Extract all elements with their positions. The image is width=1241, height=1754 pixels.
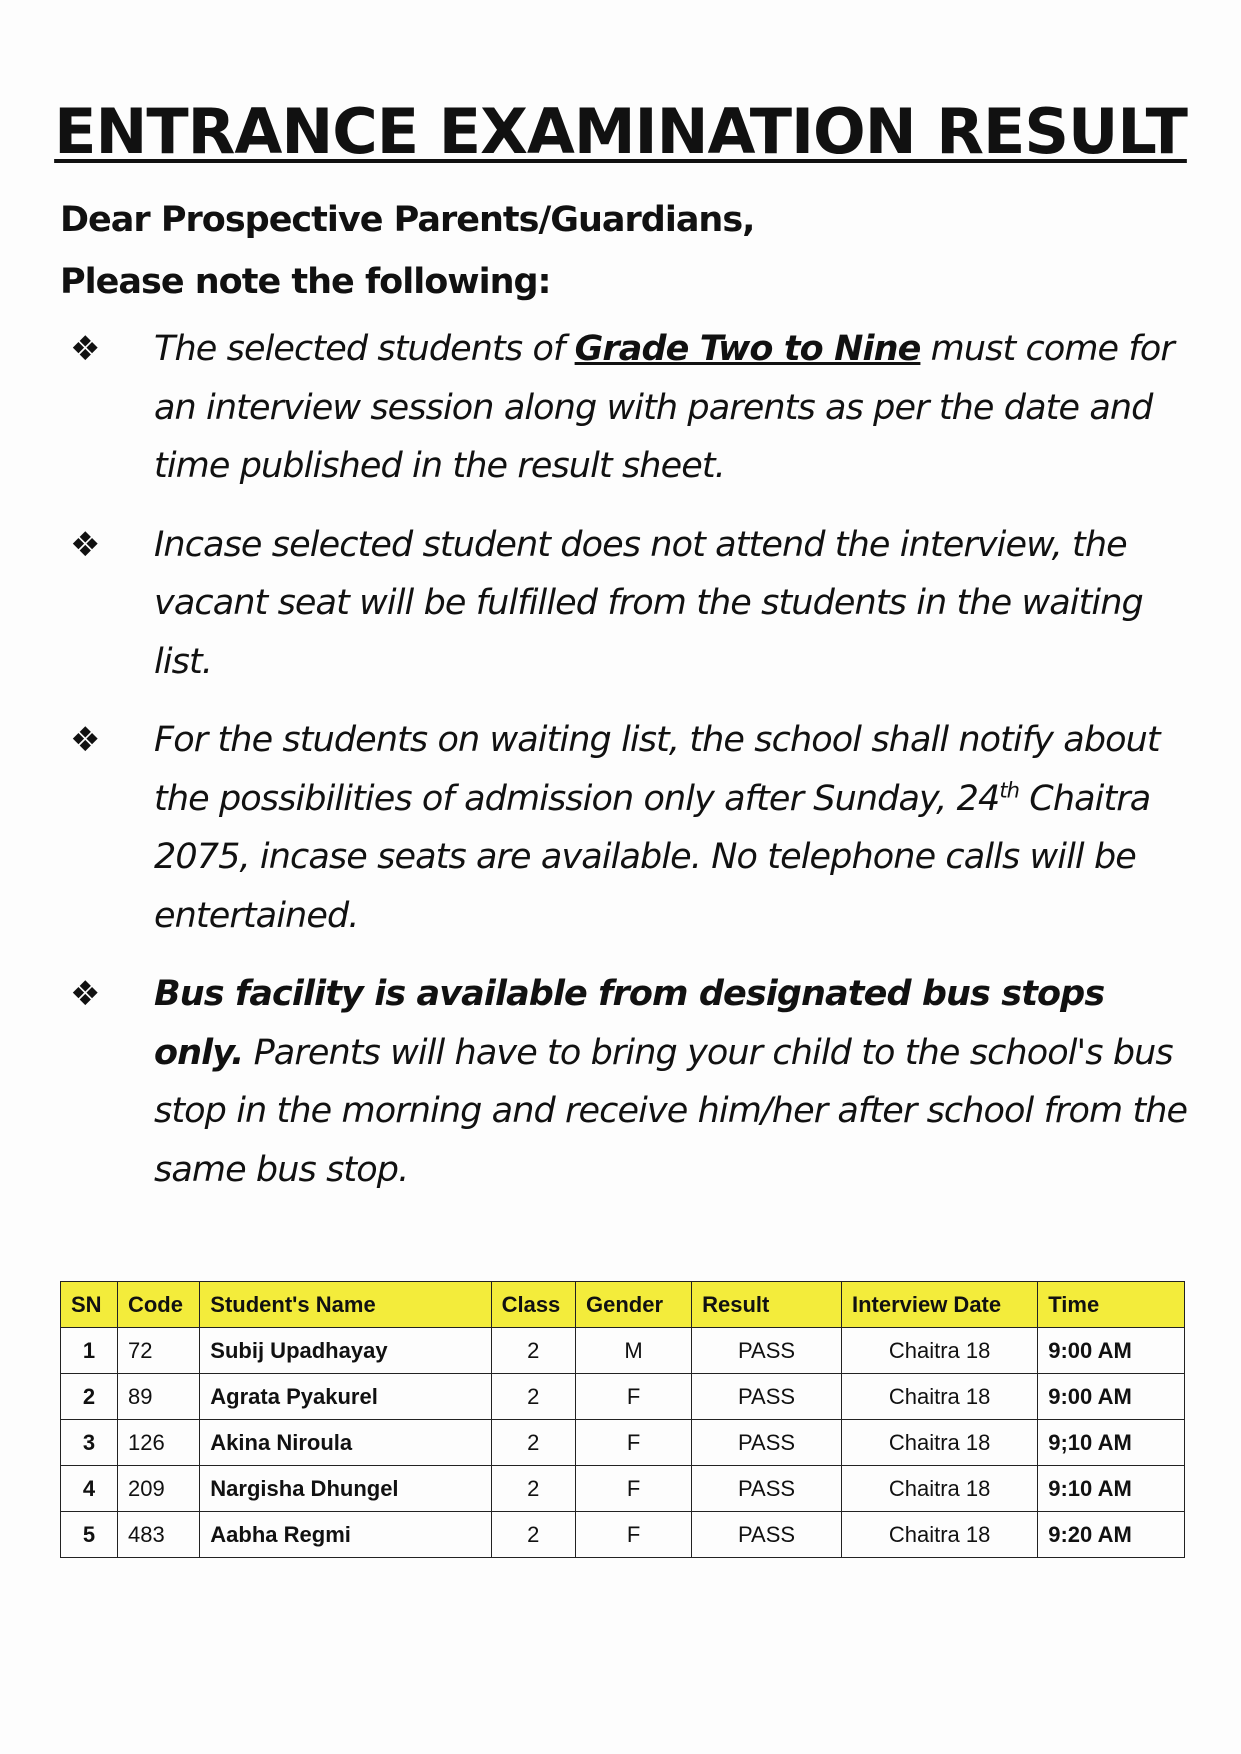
diamond-bullet-icon: ❖: [70, 720, 100, 760]
cell-name: Aabha Regmi: [200, 1512, 491, 1558]
cell-interview-date: Chaitra 18: [841, 1328, 1037, 1374]
column-header-interview-date: Interview Date: [841, 1282, 1037, 1328]
column-header-code: Code: [117, 1282, 199, 1328]
note-item: [0, 516, 1241, 692]
intro-line: Please note the following:: [60, 262, 551, 302]
cell-sn: 5: [61, 1512, 118, 1558]
cell-interview-date: Chaitra 18: [841, 1420, 1037, 1466]
diamond-bullet-icon: ❖: [70, 974, 100, 1014]
result-table: [60, 1281, 1185, 1558]
page-title-text: ENTRANCE EXAMINATION RESULT: [54, 95, 1187, 168]
column-header-gender: Gender: [576, 1282, 692, 1328]
note-text: must come for an interview session along with parents as per the date and time published in the result sheet.: [154, 329, 1174, 486]
column-header-sn: SN: [61, 1282, 118, 1328]
cell-code: 89: [117, 1374, 199, 1420]
cell-class: 2: [491, 1328, 575, 1374]
column-header-result: Result: [692, 1282, 842, 1328]
cell-interview-date: Chaitra 18: [841, 1512, 1037, 1558]
cell-class: 2: [491, 1466, 575, 1512]
note-item: [0, 711, 1241, 945]
cell-code: 483: [117, 1512, 199, 1558]
ordinal-suffix: th: [999, 777, 1020, 802]
note-text: Incase selected student does not attend the interview, the vacant seat will be fulfilled from the students in the waiting list.: [154, 524, 1143, 682]
cell-interview-date: Chaitra 18: [841, 1466, 1037, 1512]
column-header-class: Class: [491, 1282, 575, 1328]
column-header-name: Student's Name: [200, 1282, 491, 1328]
cell-name: Akina Niroula: [200, 1420, 491, 1466]
cell-class: 2: [491, 1420, 575, 1466]
note-highlight: Grade Two to Nine: [574, 329, 921, 369]
note-text: The selected students of: [154, 329, 575, 369]
greeting: Dear Prospective Parents/Guardians,: [60, 200, 755, 240]
table-row: [61, 1420, 1185, 1466]
cell-gender: F: [576, 1420, 692, 1466]
cell-sn: 4: [61, 1466, 118, 1512]
cell-class: 2: [491, 1512, 575, 1558]
cell-code: 72: [117, 1328, 199, 1374]
cell-name: Agrata Pyakurel: [200, 1374, 491, 1420]
cell-result: PASS: [692, 1466, 842, 1512]
cell-class: 2: [491, 1374, 575, 1420]
cell-sn: 2: [61, 1374, 118, 1420]
cell-time: 9:00 AM: [1038, 1374, 1185, 1420]
cell-time: 9:00 AM: [1038, 1328, 1185, 1374]
notes-list: [0, 320, 1241, 1219]
table-row: [61, 1512, 1185, 1558]
note-bold-text: Bus facility is available from designated bus stops only.: [154, 974, 1105, 1073]
column-header-time: Time: [1038, 1282, 1185, 1328]
cell-sn: 3: [61, 1420, 118, 1466]
cell-gender: M: [576, 1328, 692, 1374]
table-row: [61, 1328, 1185, 1374]
cell-time: 9:20 AM: [1038, 1512, 1185, 1558]
note-text: For the students on waiting list, the school shall notify about the possibilities of admission only after Sunday, 24: [154, 720, 1160, 819]
cell-time: 9;10 AM: [1038, 1420, 1185, 1466]
cell-gender: F: [576, 1374, 692, 1420]
cell-time: 9:10 AM: [1038, 1466, 1185, 1512]
cell-result: PASS: [692, 1420, 842, 1466]
note-text: Chaitra 2075, incase seats are available. No telephone calls will be entertained.: [154, 778, 1151, 936]
cell-result: PASS: [692, 1374, 842, 1420]
table-row: [61, 1466, 1185, 1512]
diamond-bullet-icon: ❖: [70, 524, 100, 565]
cell-result: PASS: [692, 1512, 842, 1558]
page-title: [0, 92, 1241, 172]
note-item: [0, 320, 1241, 496]
note-item: [0, 965, 1241, 1199]
table-row: [61, 1374, 1185, 1420]
cell-code: 126: [117, 1420, 199, 1466]
diamond-bullet-icon: ❖: [70, 329, 100, 369]
cell-gender: F: [576, 1512, 692, 1558]
cell-name: Nargisha Dhungel: [200, 1466, 491, 1512]
cell-gender: F: [576, 1466, 692, 1512]
cell-interview-date: Chaitra 18: [841, 1374, 1037, 1420]
cell-sn: 1: [61, 1328, 118, 1374]
cell-result: PASS: [692, 1328, 842, 1374]
cell-name: Subij Upadhayay: [200, 1328, 491, 1374]
table-header-row: [61, 1282, 1185, 1328]
cell-code: 209: [117, 1466, 199, 1512]
note-text: Parents will have to bring your child to the school's bus stop in the morning and receive him/her after school from the same bus stop.: [154, 1032, 1188, 1190]
